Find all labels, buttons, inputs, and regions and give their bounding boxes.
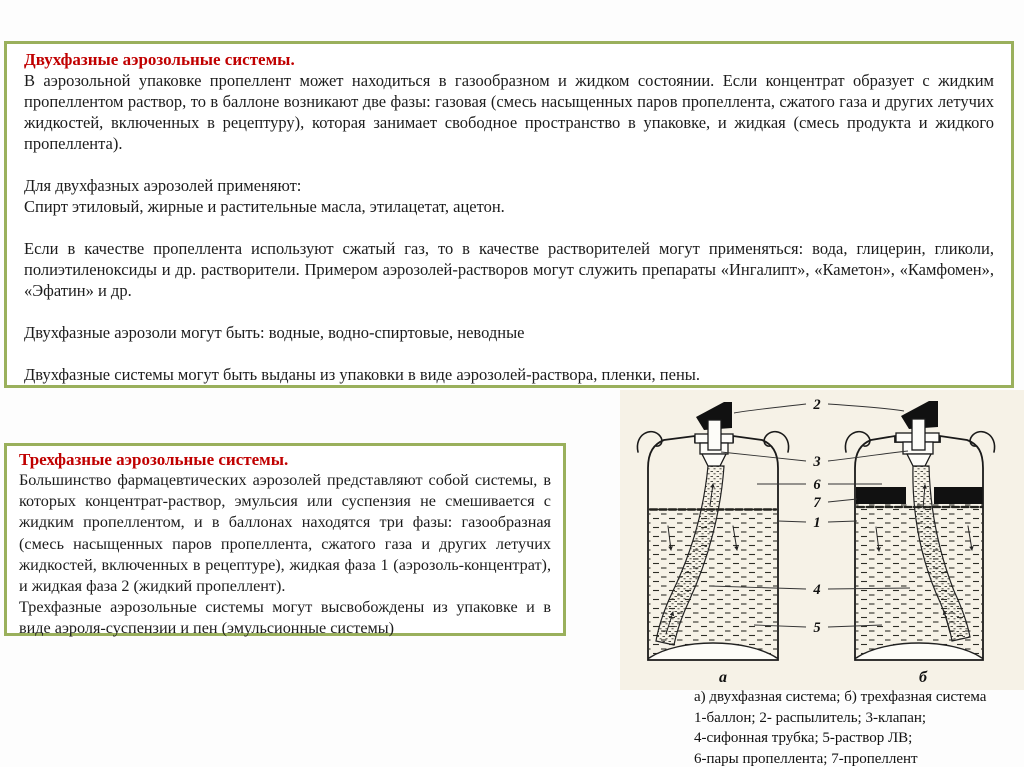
caption-line-parts-4-5: 4-сифонная трубка; 5-раствор ЛВ; bbox=[694, 730, 913, 746]
three-phase-paragraph-1: Большинство фармацевтических аэрозолей представляют собой системы, в которых концентрат-раствор, эмульсия или суспензия не смешивается с жидким пропеллентом, и в баллонах находятся три фазы: газообразная (смесь насыщенных паров пропеллента, сжатого газа и других летучих жидкостей, включенных в рецептуре), жидкая фаза 1 (аэрозоль-концентрат), и жидкая фаза 2 (жидкий пропеллент). bbox=[19, 471, 551, 596]
two-phase-paragraph-2: Для двухфазных аэрозолей применяют: bbox=[24, 176, 302, 195]
propellant-layer bbox=[856, 487, 906, 504]
sublabel-a: а bbox=[719, 669, 727, 686]
aerosol-diagram-figure bbox=[620, 390, 1024, 690]
sublabel-b: б bbox=[919, 669, 927, 686]
caption-line-parts-6-7: 6-пары пропеллента; 7-пропеллент bbox=[694, 750, 918, 767]
two-phase-paragraph-6: Двухфазные системы могут быть выданы из упаковки в виде аэрозолей-раствора, пленки, пены. bbox=[24, 365, 700, 384]
callout-6-propellant-vapors: 6 bbox=[813, 477, 821, 493]
callout-5-drug-solution: 5 bbox=[813, 620, 821, 636]
three-phase-paragraph-2: Трехфазные аэрозольные системы могут высвобождены из упаковке и в виде аэроля-суспензии и пен (эмульсионные системы) bbox=[19, 598, 551, 638]
two-phase-paragraph-3: Спирт этиловый, жирные и растительные масла, этилацетат, ацетон. bbox=[24, 197, 505, 216]
callout-2-sprayer: 2 bbox=[813, 397, 821, 413]
callout-4-siphon-tube: 4 bbox=[813, 582, 821, 598]
figure-caption bbox=[694, 687, 986, 767]
two-phase-paragraph-4: Если в качестве пропеллента используют сжатый газ, то в качестве растворителей могут применяться: вода, глицерин, гликоли, полиэтиленоксиды и др. растворители. Примером аэрозолей-растворов могут служить препараты «Ингалипт», «Каметон», «Камфомен», «Эфатин» и др. bbox=[24, 239, 994, 300]
callout-3-valve: 3 bbox=[813, 454, 821, 470]
caption-line-systems: а) двухфазная система; б) трехфазная система bbox=[694, 689, 987, 705]
callout-7-propellant: 7 bbox=[813, 495, 821, 511]
three-phase-title: Трехфазные аэрозольные системы. bbox=[19, 450, 289, 469]
two-phase-paragraph-5: Двухфазные аэрозоли могут быть: водные, водно-спиртовые, неводные bbox=[24, 323, 525, 342]
two-phase-title: Двухфазные аэрозольные системы. bbox=[24, 50, 295, 69]
two-phase-textbox bbox=[4, 41, 1014, 388]
callout-1-canister: 1 bbox=[813, 515, 821, 531]
caption-line-parts-1-3: 1-баллон; 2- распылитель; 3-клапан; bbox=[694, 709, 927, 726]
aerosol-diagram-image bbox=[620, 390, 1024, 690]
three-phase-textbox bbox=[4, 443, 566, 636]
two-phase-paragraph-1: В аэрозольной упаковке пропеллент может находиться в газообразном и жидком состоянии. Если концентрат образует с жидким пропеллентом раствор, то в баллоне возникают две фазы: газовая (смесь насыщенных паров пропеллента, сжатого газа и других летучих жидкостей, включенных в рецептуру), которая занимает свободное пространство в упаковке, и жидкая (смесь продукта и жидкого пропеллента). bbox=[24, 71, 994, 153]
